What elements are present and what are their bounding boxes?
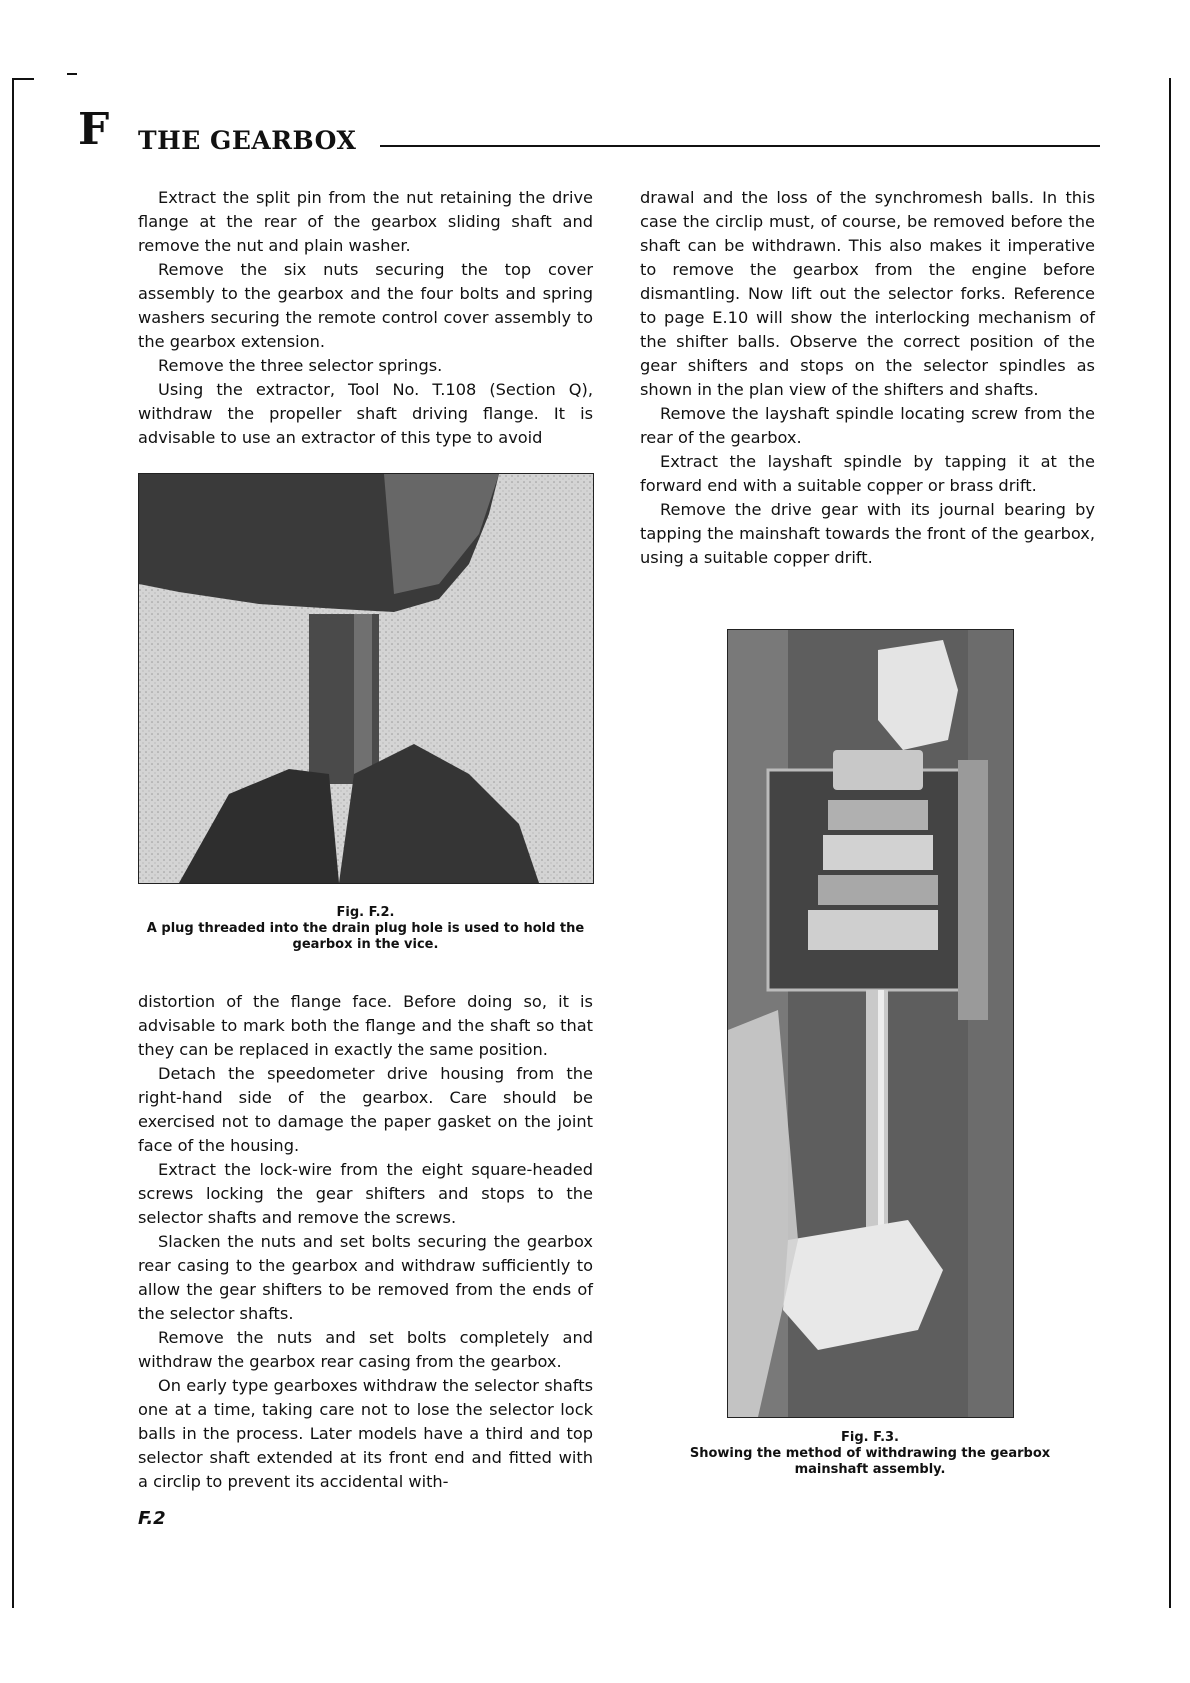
- left-column-top: [138, 186, 593, 450]
- section-letter: F: [78, 104, 110, 155]
- paragraph: Remove the six nuts securing the top cover assembly to the gearbox and the four bolts and spring washers securing the remote control cover assembly to the gearbox extension.: [138, 260, 593, 351]
- title-rule: [380, 145, 1100, 147]
- figure-f3-label: Fig. F.3.: [841, 1430, 899, 1445]
- figure-f2-label: Fig. F.2.: [336, 905, 395, 920]
- paragraph: distortion of the flange face. Before doing so, it is advisable to mark both the flange and the shaft so that they can be replaced in exactly the same position.: [138, 992, 593, 1059]
- page-number: F.2: [138, 1508, 166, 1529]
- figure-f3-illustration: [728, 630, 1013, 1417]
- figure-f3-photo: [727, 629, 1014, 1418]
- paragraph: Detach the speedometer drive housing from the right-hand side of the gearbox. Care should be exercised not to damage the paper gasket on the joint face of the housing.: [138, 1064, 593, 1155]
- figure-f2-illustration: [139, 474, 593, 883]
- paragraph: Using the extractor, Tool No. T.108 (Section Q), withdraw the propeller shaft driving flange. It is advisable to use an extractor of this type to avoid: [138, 380, 593, 447]
- paragraph: drawal and the loss of the synchromesh balls. In this case the circlip must, of course, be removed before the shaft can be withdrawn. This also makes it imperative to remove the gearbox from the engine before dismantling. Now lift out the selector forks. Reference to page E.10 will show the interlocking mechanism of the shifter balls. Observe the correct position of the gear shifters and stops on the selector spindles as shown in the plan view of the shifters and shafts.: [640, 188, 1095, 399]
- left-margin-rule: [12, 78, 14, 1608]
- figure-f2-caption-text: A plug threaded into the drain plug hole is used to hold the gearbox in the vice.: [146, 921, 585, 952]
- right-margin-rule: [1169, 78, 1171, 1608]
- paragraph: Remove the three selector springs.: [158, 356, 443, 375]
- paragraph: Extract the layshaft spindle by tapping it at the forward end with a suitable copper or brass drift.: [640, 452, 1095, 495]
- paragraph: Extract the lock-wire from the eight square-headed screws locking the gear shifters and stops to the selector shafts and remove the screws.: [138, 1160, 593, 1227]
- right-column: [640, 186, 1095, 570]
- paragraph: Remove the nuts and set bolts completely and withdraw the gearbox rear casing from the gearbox.: [138, 1328, 593, 1371]
- figure-f2-photo: [138, 473, 594, 884]
- paragraph: Extract the split pin from the nut retaining the drive flange at the rear of the gearbox sliding shaft and remove the nut and plain washer.: [138, 188, 593, 255]
- left-column-bottom: [138, 990, 593, 1494]
- corner-tick: [12, 78, 34, 80]
- paragraph: Slacken the nuts and set bolts securing the gearbox rear casing to the gearbox and withdraw sufficiently to allow the gear shifters to be removed from the ends of the selector shafts.: [138, 1232, 593, 1323]
- page-title: THE GEARBOX: [138, 126, 357, 155]
- corner-dash: [67, 73, 77, 75]
- figure-f3-caption: [680, 1430, 1060, 1478]
- paragraph: On early type gearboxes withdraw the selector shafts one at a time, taking care not to lose the selector lock balls in the process. Later models have a third and top selector shaft extended at its front end and fitted with a circlip to prevent its accidental with-: [138, 1376, 593, 1491]
- paragraph: Remove the drive gear with its journal bearing by tapping the mainshaft towards the front of the gearbox, using a suitable copper drift.: [640, 500, 1095, 567]
- figure-f3-caption-text: Showing the method of withdrawing the gearbox mainshaft assembly.: [689, 1446, 1051, 1477]
- figure-f2-caption: [138, 905, 593, 953]
- paragraph: Remove the layshaft spindle locating screw from the rear of the gearbox.: [640, 404, 1095, 447]
